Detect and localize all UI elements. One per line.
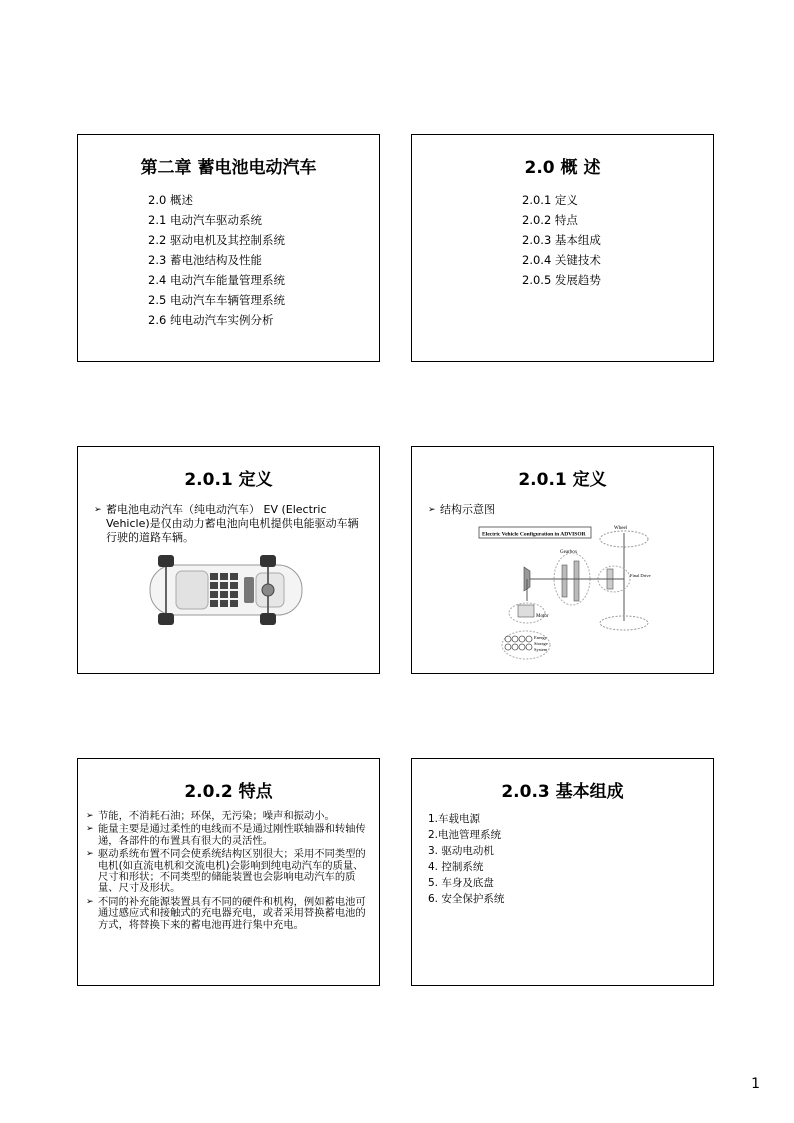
- wheel-label: Wheel: [614, 526, 628, 531]
- ev-car-illustration: [148, 553, 308, 627]
- slide-title: 2.0 概 述: [524, 158, 601, 178]
- contents-list: [148, 190, 285, 330]
- gearbox-label: Gearbox: [560, 550, 578, 555]
- ess-label-line2: Storage: [534, 641, 548, 646]
- list-item: 2.0.1 定义: [522, 193, 578, 207]
- list-item: 5. 车身及底盘: [428, 877, 494, 889]
- list-item: 3. 驱动电动机: [428, 845, 494, 857]
- list-item: ➢ 不同的补充能源装置具有不同的硬件和机构，例如蓄电池可通过感应式和接触式的充电器充电，或者采用替换蓄电池的方式，将替换下来的蓄电池再进行集中充电。: [86, 897, 372, 931]
- diagram-header: Electric Vehicle Configuration in ADVISOR: [482, 531, 586, 538]
- list-item: 2.0.5 发展趋势: [522, 273, 601, 287]
- page-number: 1: [751, 1076, 760, 1092]
- list-item: 2.1 电动汽车驱动系统: [148, 213, 262, 227]
- slide-title: 第二章 蓄电池电动汽车: [140, 158, 317, 178]
- list-item: 2.5 电动汽车车辆管理系统: [148, 293, 285, 307]
- definition-bullets: [94, 503, 366, 547]
- slide-definition-diagram: [411, 446, 714, 674]
- list-item: 6. 安全保护系统: [428, 893, 505, 905]
- list-item: 2.0 概述: [148, 193, 193, 207]
- slide-title: 2.0.3 基本组成: [501, 782, 624, 802]
- components-list: [428, 811, 504, 907]
- ess-label-line3: System: [534, 647, 548, 652]
- list-item: ➢ 结构示意图: [428, 503, 700, 517]
- slide-title: 2.0.2 特点: [184, 782, 273, 802]
- list-item: ➢ 节能，不消耗石油；环保，无污染；噪声和振动小。: [86, 811, 372, 822]
- list-item: 2.3 蓄电池结构及性能: [148, 253, 262, 267]
- list-item: 2.2 驱动电机及其控制系统: [148, 233, 285, 247]
- final-drive-label: Final Drive: [630, 573, 651, 578]
- slide-title: 2.0.1 定义: [184, 470, 273, 490]
- slide-title: 2.0.1 定义: [518, 470, 607, 490]
- list-item: 2.4 电动汽车能量管理系统: [148, 273, 285, 287]
- list-item: ➢ 能量主要是通过柔性的电线而不是通过刚性联轴器和转轴传递，各部件的布置具有很大的灵活性。: [86, 824, 372, 847]
- list-item: 2.0.3 基本组成: [522, 233, 601, 247]
- motor-label: Motor: [536, 614, 549, 619]
- ev-configuration-diagram: [474, 521, 664, 666]
- slide-overview: [411, 134, 714, 362]
- list-item: 2.0.2 特点: [522, 213, 578, 227]
- ess-label-line1: Energy: [534, 635, 547, 640]
- slide-components: [411, 758, 714, 986]
- slide-chapter-contents: [77, 134, 380, 362]
- list-item: ➢ 蓄电池电动汽车（纯电动汽车） EV (Electric Vehicle)是仅由动力蓄电池向电机提供电能驱动车辆行驶的道路车辆。: [94, 503, 366, 545]
- list-item: 2.0.4 关键技术: [522, 253, 601, 267]
- list-item: 4. 控制系统: [428, 861, 484, 873]
- list-item: 2.电池管理系统: [428, 829, 502, 841]
- list-item: ➢ 驱动系统布置不同会使系统结构区别很大；采用不同类型的电机(如直流电机和交流电机)会影响到纯电动汽车的质量、尺寸和形状；不同类型的储能装置也会影响电动汽车的质量、尺寸及形状。: [86, 849, 372, 895]
- diagram-bullets: [428, 503, 700, 519]
- list-item: 1.车载电源: [428, 813, 481, 825]
- overview-list: [522, 190, 601, 290]
- slide-definition: [77, 446, 380, 674]
- features-bullets: [86, 811, 372, 933]
- list-item: 2.6 纯电动汽车实例分析: [148, 313, 274, 327]
- slide-features: [77, 758, 380, 986]
